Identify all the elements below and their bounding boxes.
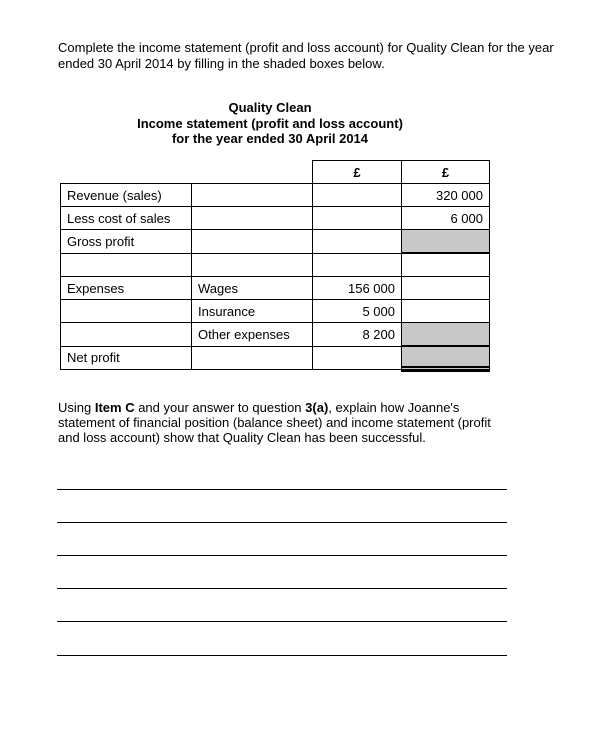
table-cell: [313, 346, 402, 370]
currency-header: £: [313, 161, 402, 184]
table-cell: Wages: [192, 277, 313, 300]
table-cell: [192, 230, 313, 254]
table-row: [61, 300, 490, 323]
answer-line[interactable]: [57, 522, 507, 523]
table-cell: [313, 230, 402, 254]
answer-line[interactable]: [57, 655, 507, 656]
table-row: [61, 207, 490, 230]
table-cell: [192, 184, 313, 207]
table-cell: Gross profit: [61, 230, 192, 254]
table-cell: Revenue (sales): [61, 184, 192, 207]
table-row: [61, 184, 490, 207]
table-cell: Expenses: [61, 277, 192, 300]
table-row: [61, 323, 490, 347]
table-row: [61, 253, 490, 277]
table-cell: [61, 253, 192, 277]
answer-box[interactable]: [402, 230, 490, 254]
income-statement-table: [60, 160, 490, 370]
table-cell: [402, 277, 490, 300]
table-cell: [61, 300, 192, 323]
table-cell: Insurance: [192, 300, 313, 323]
table-cell: [402, 253, 490, 277]
answer-line[interactable]: [57, 588, 507, 589]
table-cell: [192, 253, 313, 277]
table-cell: 156 000: [313, 277, 402, 300]
table-cell: [192, 207, 313, 230]
table-cell: 8 200: [313, 323, 402, 347]
double-underline: [401, 366, 490, 372]
table-cell: Net profit: [61, 346, 192, 370]
table-cell: Other expenses: [192, 323, 313, 347]
answer-line[interactable]: [57, 555, 507, 556]
instructions: Complete the income statement (profit and loss account) for Quality Clean for the year ended 30 April 2014 by filling in the shaded boxes below.: [58, 40, 554, 71]
statement-period: for the year ended 30 April 2014: [171, 131, 369, 146]
table-cell: [313, 184, 402, 207]
table-row: [61, 277, 490, 300]
table-cell: 6 000: [402, 207, 490, 230]
answer-line[interactable]: [57, 489, 507, 490]
statement-title: Income statement (profit and loss account): [137, 116, 403, 131]
table-cell: [402, 300, 490, 323]
table-cell: 320 000: [402, 184, 490, 207]
table-cell: [61, 323, 192, 347]
table-cell: [313, 253, 402, 277]
question-text: Using Item C and your answer to question 3(a), explain how Joanne's statement of financial position (balance sheet) and income statement (profit and loss account) show that Quality Clean has been successful.: [58, 400, 491, 445]
company-name: Quality Clean: [228, 100, 312, 115]
table-cell: [192, 346, 313, 370]
table-row: [61, 230, 490, 254]
answer-box[interactable]: [402, 323, 490, 347]
table-cell: [313, 207, 402, 230]
table-cell: 5 000: [313, 300, 402, 323]
table-cell: Less cost of sales: [61, 207, 192, 230]
currency-header: £: [402, 161, 490, 184]
answer-line[interactable]: [57, 621, 507, 622]
